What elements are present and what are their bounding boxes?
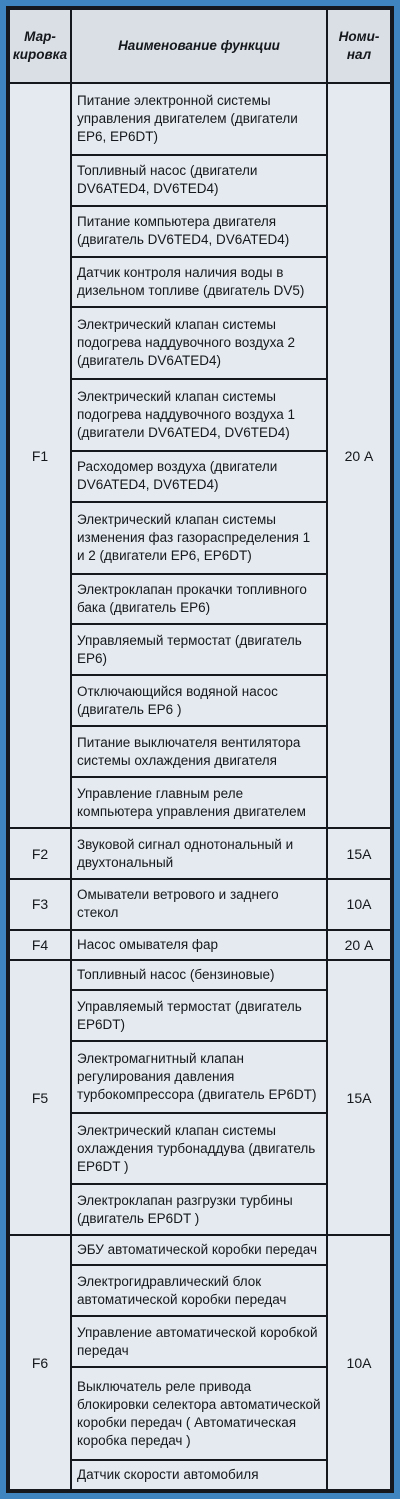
fuse-table-body bbox=[9, 83, 391, 1490]
function-description: Питание выключателя вентилятора системы охлаждения двигателя bbox=[71, 726, 327, 777]
function-description: Топливный насос (бензиновые) bbox=[71, 960, 327, 990]
function-description: Выключатель реле привода блокировки селектора автоматической коробки передач ( Автоматическая коробка передач ) bbox=[71, 1367, 327, 1460]
function-description: Отключающийся водяной насос (двигатель EP6 ) bbox=[71, 675, 327, 726]
function-description: Расходомер воздуха (двигатели DV6ATED4, DV6TED4) bbox=[71, 451, 327, 502]
header-function-name: Наименование функции bbox=[71, 9, 327, 83]
function-description: Питание электронной системы управления двигателем (двигатели EP6, EP6DT) bbox=[71, 83, 327, 155]
fuse-nominal: 15А bbox=[327, 828, 391, 879]
fuse-marking: F6 bbox=[9, 1235, 71, 1490]
function-description: Питание компьютера двигателя (двигатель DV6TED4, DV6ATED4) bbox=[71, 206, 327, 257]
fuse-nominal: 20 А bbox=[327, 930, 391, 960]
table-header-row bbox=[9, 9, 391, 83]
fuse-table bbox=[8, 8, 392, 1491]
table-row bbox=[9, 930, 391, 960]
function-description: Электрогидравлический блок автоматической коробки передач bbox=[71, 1265, 327, 1316]
table-row bbox=[9, 960, 391, 990]
fuse-nominal: 15А bbox=[327, 960, 391, 1235]
fuse-nominal: 10А bbox=[327, 1235, 391, 1490]
function-description: Управление главным реле компьютера управления двигателем bbox=[71, 777, 327, 828]
function-description: Топливный насос (двигатели DV6ATED4, DV6TED4) bbox=[71, 155, 327, 206]
function-description: Электрический клапан системы подогрева наддувочного воздуха 2 (двигатель DV6ATED4) bbox=[71, 307, 327, 379]
function-description: Электрический клапан системы охлаждения турбонаддува (двигатель EP6DT ) bbox=[71, 1113, 327, 1185]
header-marking: Мар-кировка bbox=[9, 9, 71, 83]
function-description: Датчик контроля наличия воды в дизельном топливе (двигатель DV5) bbox=[71, 257, 327, 308]
function-description: Звуковой сигнал однотональный и двухтональный bbox=[71, 828, 327, 879]
function-description: Электроклапан прокачки топливного бака (двигатель EP6) bbox=[71, 574, 327, 625]
fuse-marking: F3 bbox=[9, 879, 71, 930]
header-nominal: Номи-нал bbox=[327, 9, 391, 83]
fuse-nominal: 20 А bbox=[327, 83, 391, 828]
function-description: Электроклапан разгрузки турбины (двигатель EP6DT ) bbox=[71, 1184, 327, 1235]
fuse-marking: F2 bbox=[9, 828, 71, 879]
fuse-marking: F4 bbox=[9, 930, 71, 960]
function-description: ЭБУ автоматической коробки передач bbox=[71, 1235, 327, 1265]
function-description: Омыватели ветрового и заднего стекол bbox=[71, 879, 327, 930]
fuse-marking: F1 bbox=[9, 83, 71, 828]
table-row bbox=[9, 879, 391, 930]
function-description: Управляемый термостат (двигатель EP6) bbox=[71, 624, 327, 675]
function-description: Электромагнитный клапан регулирования давления турбокомпрессора (двигатель EP6DT) bbox=[71, 1041, 327, 1113]
table-row bbox=[9, 1235, 391, 1265]
function-description: Управление автоматической коробкой передач bbox=[71, 1316, 327, 1367]
fuse-nominal: 10А bbox=[327, 879, 391, 930]
function-description: Электрический клапан системы изменения фаз газораспределения 1 и 2 (двигатели EP6, EP6DT) bbox=[71, 502, 327, 574]
function-description: Управляемый термостат (двигатель EP6DT) bbox=[71, 990, 327, 1041]
table-row bbox=[9, 828, 391, 879]
function-description: Датчик скорости автомобиля bbox=[71, 1460, 327, 1490]
table-row bbox=[9, 83, 391, 155]
function-description: Электрический клапан системы подогрева наддувочного воздуха 1 (двигатели DV6ATED4, DV6TED4) bbox=[71, 379, 327, 451]
fuse-marking: F5 bbox=[9, 960, 71, 1235]
function-description: Насос омывателя фар bbox=[71, 930, 327, 960]
fuse-table-page bbox=[6, 6, 394, 1493]
